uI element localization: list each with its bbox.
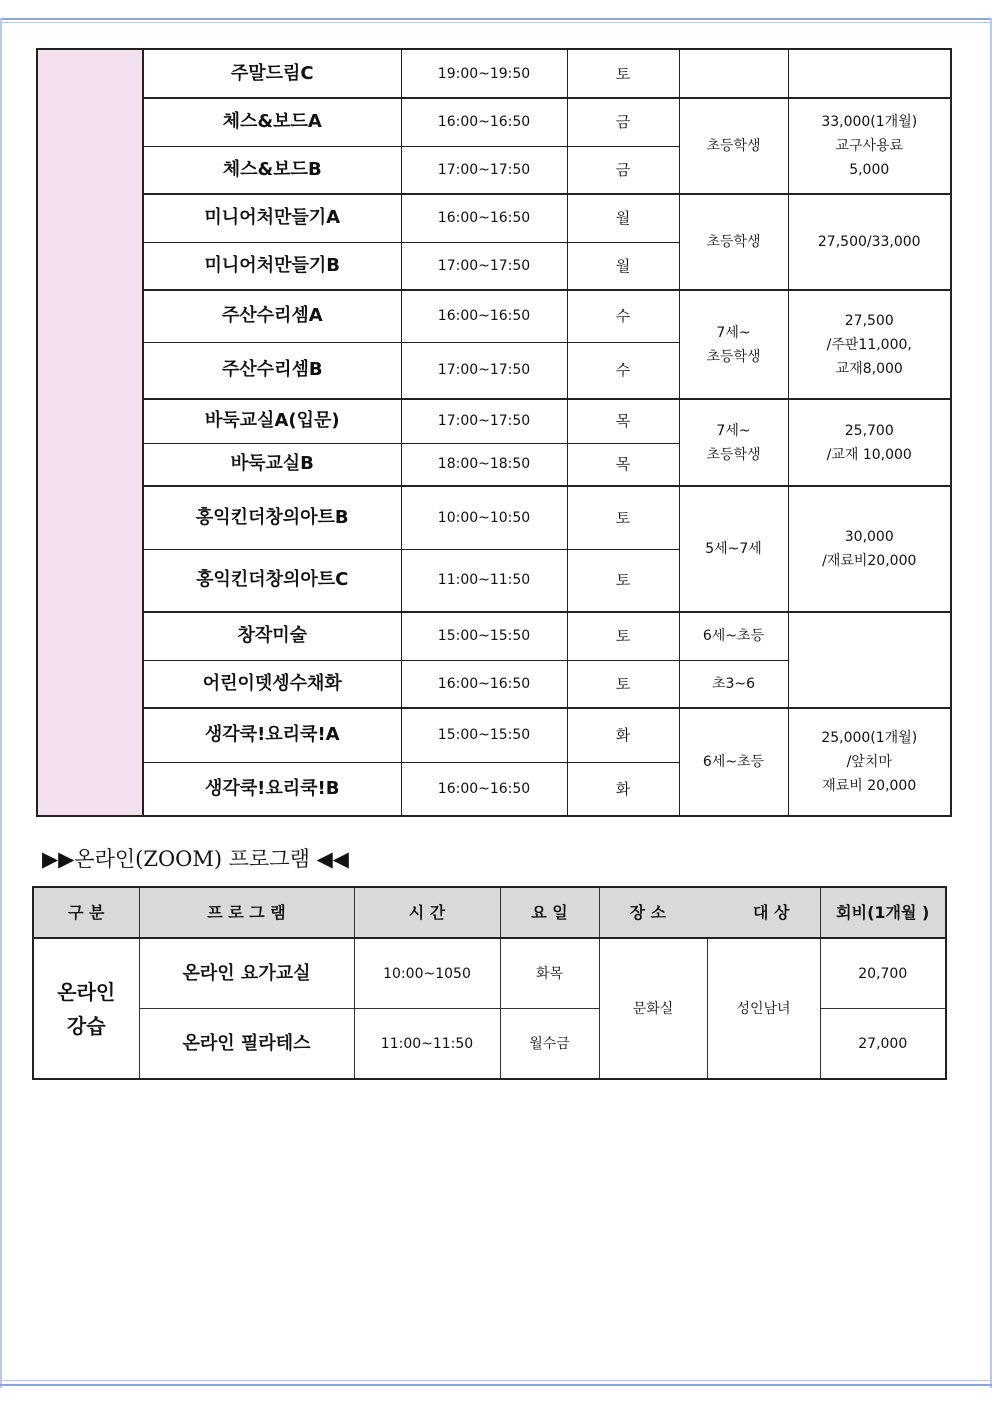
fee-line: 30,000 (844, 529, 894, 545)
fee-cell (788, 399, 951, 486)
header-fee: 회비(1개월 ) (820, 887, 946, 938)
target-cell: 5세~7세 (679, 486, 788, 612)
program-time: 16:00~16:50 (401, 290, 567, 342)
program-time: 17:00~17:50 (401, 399, 567, 443)
program-day: 금 (567, 146, 679, 194)
program-timetable (36, 48, 952, 817)
program-name: 체스&보드B (143, 146, 401, 194)
fee-cell (788, 98, 951, 194)
program-fee: 20,700 (820, 938, 946, 1009)
program-place: 문화실 (599, 938, 707, 1079)
page-border-top (0, 18, 992, 20)
program-name: 미니어처만들기B (143, 242, 401, 290)
fee-line: 25,700 (844, 422, 894, 439)
program-day: 목 (567, 399, 679, 443)
target-cell (679, 49, 788, 98)
program-fee: 27,000 (820, 1009, 946, 1080)
program-day: 월수금 (500, 1009, 599, 1080)
target-line: 초등학생 (706, 348, 761, 365)
fee-cell: 27,500/33,000 (788, 194, 951, 290)
fee-cell (788, 708, 951, 816)
program-time: 16:00~16:50 (401, 98, 567, 146)
program-time: 17:00~17:50 (401, 242, 567, 290)
program-name: 온라인 필라테스 (139, 1009, 354, 1080)
target-line: 7세~ (716, 324, 751, 341)
program-day: 월 (567, 194, 679, 242)
program-name: 미니어처만들기A (143, 194, 401, 242)
program-time: 11:00~11:50 (401, 549, 567, 612)
header-category: 구 분 (33, 887, 139, 938)
online-section-heading: ▶▶온라인(ZOOM) 프로그램 ◀◀ (42, 847, 349, 871)
program-day: 월 (567, 242, 679, 290)
table-row (37, 399, 951, 443)
program-name: 주산수리셈B (143, 342, 401, 399)
program-time: 17:00~17:50 (401, 342, 567, 399)
program-name: 생각쿡!요리쿡!B (143, 762, 401, 816)
program-time: 15:00~15:50 (401, 708, 567, 762)
fee-line: /교재 10,000 (826, 446, 912, 463)
program-day: 금 (567, 98, 679, 146)
program-name: 홍익킨더창의아트C (143, 549, 401, 612)
program-name: 바둑교실B (143, 443, 401, 486)
program-name: 창작미술 (143, 612, 401, 660)
program-name: 바둑교실A(입문) (143, 399, 401, 443)
program-time: 15:00~15:50 (401, 612, 567, 660)
program-name: 생각쿡!요리쿡!A (143, 708, 401, 762)
program-time: 16:00~16:50 (401, 194, 567, 242)
fee-line: /주판11,000, (826, 336, 912, 353)
online-category (33, 938, 139, 1079)
program-time: 17:00~17:50 (401, 146, 567, 194)
program-day: 토 (567, 660, 679, 708)
program-day: 화 (567, 762, 679, 816)
fee-cell (788, 486, 951, 612)
header-day: 요 일 (500, 887, 599, 938)
table-row (37, 194, 951, 242)
program-time: 16:00~16:50 (401, 660, 567, 708)
header-target: 대 상 (707, 887, 820, 938)
program-day: 수 (567, 342, 679, 399)
program-time: 16:00~16:50 (401, 762, 567, 816)
page-border-top-inner (0, 22, 992, 23)
target-line: 초등학생 (706, 446, 761, 463)
table-row (37, 708, 951, 762)
program-day: 목 (567, 443, 679, 486)
program-day: 토 (567, 549, 679, 612)
header-program: 프 로 그 램 (139, 887, 354, 938)
program-time: 19:00~19:50 (401, 49, 567, 98)
online-program-table (32, 886, 947, 1080)
fee-cell (788, 290, 951, 399)
program-time: 10:00~1050 (354, 938, 500, 1009)
fee-line: 5,000 (849, 162, 890, 178)
program-time: 11:00~11:50 (354, 1009, 500, 1080)
page-border-bottom (0, 1384, 992, 1386)
table-row (37, 612, 951, 660)
target-cell: 초3~6 (679, 660, 788, 708)
fee-line: /앞치마 (846, 754, 892, 770)
target-cell: 초등학생 (679, 98, 788, 194)
target-cell: 6세~초등 (679, 708, 788, 816)
page-border-bottom-inner (0, 1380, 992, 1381)
program-day: 토 (567, 49, 679, 98)
table-row (37, 290, 951, 342)
program-day: 토 (567, 612, 679, 660)
target-line: 7세~ (716, 422, 751, 439)
program-day: 화 (567, 708, 679, 762)
fee-line: /재료비20,000 (822, 553, 917, 569)
category-cell (37, 49, 143, 816)
program-name: 체스&보드A (143, 98, 401, 146)
program-name: 온라인 요가교실 (139, 938, 354, 1009)
fee-cell (788, 49, 951, 98)
target-cell: 초등학생 (679, 194, 788, 290)
program-time: 10:00~10:50 (401, 486, 567, 549)
table-row (37, 486, 951, 549)
category-line: 온라인 (57, 979, 116, 1004)
fee-line: 27,500 (844, 312, 894, 329)
program-name: 주산수리셈A (143, 290, 401, 342)
program-name: 주말드림C (143, 49, 401, 98)
program-name: 홍익킨더창의아트B (143, 486, 401, 549)
header-time: 시 간 (354, 887, 500, 938)
program-day: 토 (567, 486, 679, 549)
target-cell (679, 399, 788, 486)
program-day: 수 (567, 290, 679, 342)
fee-cell (788, 612, 951, 708)
table-row (37, 49, 951, 98)
page-border-left (0, 18, 2, 1388)
table-header-row (33, 887, 946, 938)
category-line: 강습 (66, 1013, 106, 1038)
table-row (37, 98, 951, 146)
target-cell (679, 290, 788, 399)
fee-line: 25,000(1개월) (821, 730, 918, 746)
program-name: 어린이뎃셍수채화 (143, 660, 401, 708)
program-day: 화목 (500, 938, 599, 1009)
fee-line: 재료비 20,000 (822, 778, 917, 794)
table-row (33, 938, 946, 1009)
program-target: 성인남녀 (707, 938, 820, 1079)
header-place: 장 소 (599, 887, 707, 938)
fee-line: 교재8,000 (835, 360, 903, 377)
fee-line: 33,000(1개월) (821, 114, 918, 130)
fee-line: 교구사용료 (835, 138, 904, 154)
program-time: 18:00~18:50 (401, 443, 567, 486)
target-cell: 6세~초등 (679, 612, 788, 660)
